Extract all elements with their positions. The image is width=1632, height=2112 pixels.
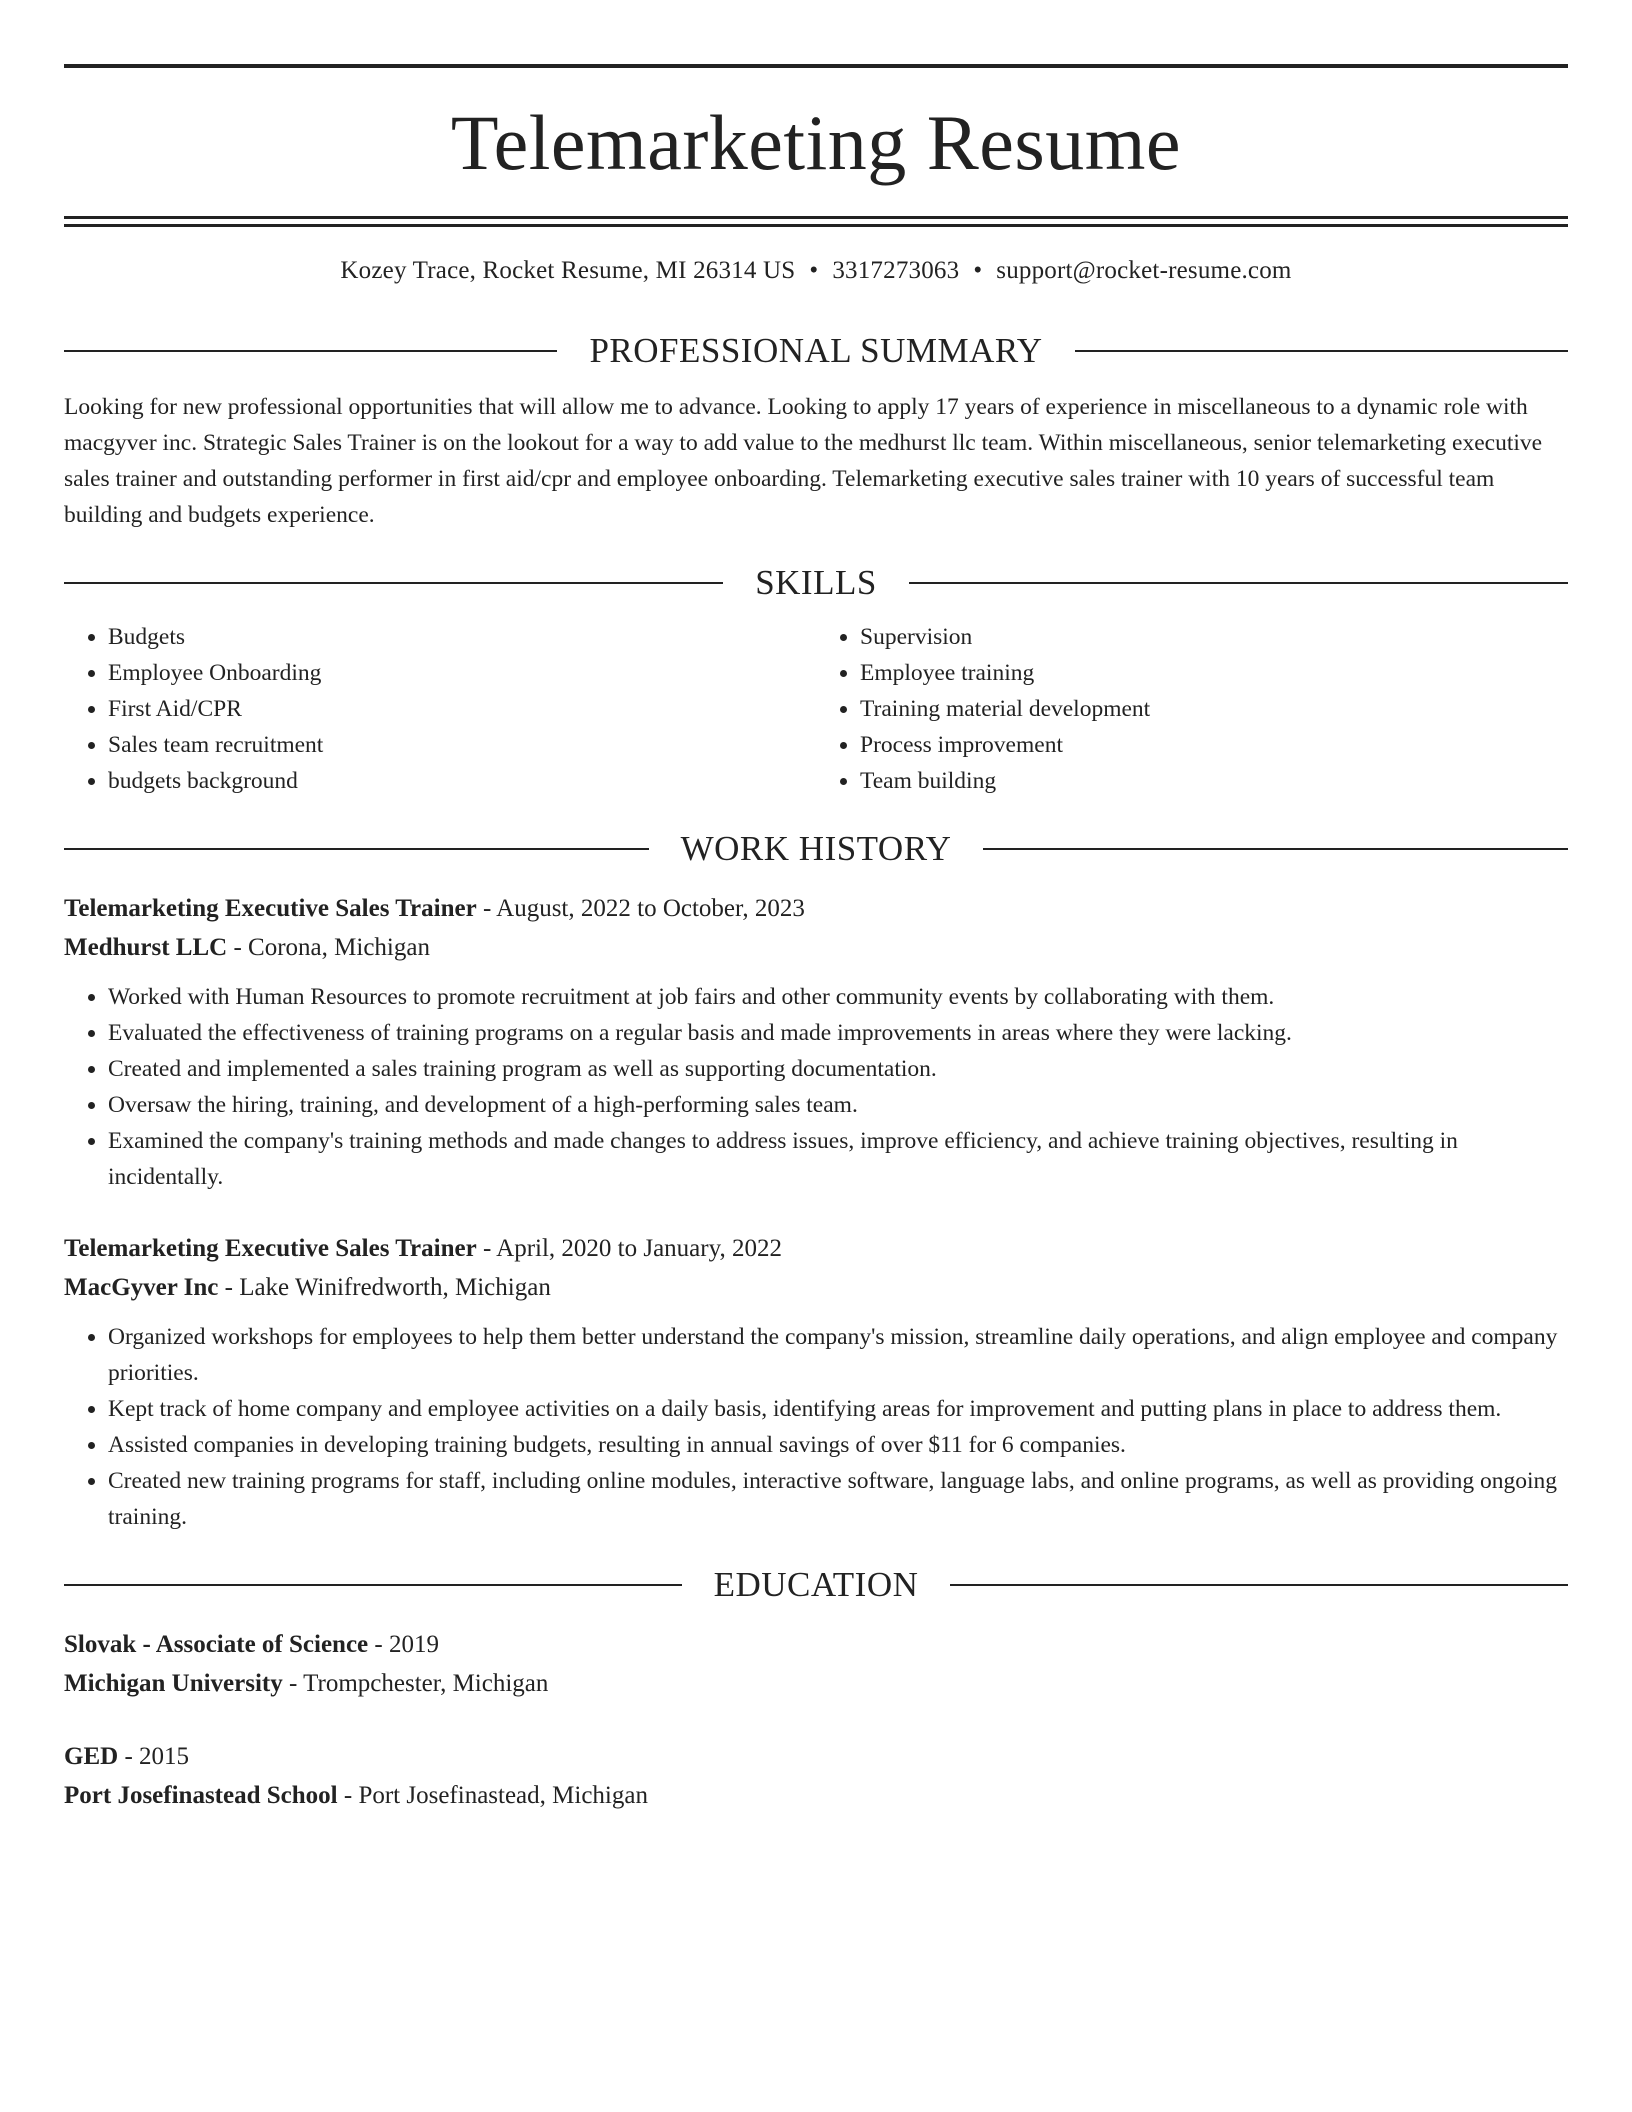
job-bullet: • Evaluated the effectiveness of training programs on a regular basis and made improvements in areas where they were lacking. [108,1015,1568,1051]
job-bullets [64,1319,1568,1535]
section-rule [983,848,1568,850]
section-header-education [64,1565,1568,1605]
dash: - [218,1274,240,1301]
section-rule [64,582,723,584]
education-location: Trompchester, Michigan [303,1670,549,1697]
job-dates: April, 2020 to January, 2022 [496,1235,782,1262]
education-school: Michigan University [64,1670,283,1697]
skills-column-right [816,619,1568,799]
skill-item: • Budgets [108,619,816,655]
skill-item: • budgets background [108,763,816,799]
dash: - [368,1631,389,1658]
top-rule [64,64,1568,68]
section-title: SKILLS [755,563,877,602]
contact-address: Kozey Trace, Rocket Resume, MI 26314 US [340,257,796,284]
section-title: PROFESSIONAL SUMMARY [589,331,1043,370]
job-bullet: • Assisted companies in developing training budgets, resulting in annual savings of over $11 for 6 companies. [108,1427,1568,1463]
section-title: WORK HISTORY [680,829,952,868]
skill-item: • Employee Onboarding [108,655,816,691]
job-company: Medhurst LLC [64,934,228,961]
dash: - [337,1782,359,1809]
contact-phone: 3317273063 [832,257,960,284]
job-bullet: • Kept track of home company and employee activities on a daily basis, identifying areas for improvement and putting plans in place to address them. [108,1391,1568,1427]
section-title: EDUCATION [713,1565,919,1604]
skill-item: • Supervision [860,619,1568,655]
section-header-skills [64,563,1568,603]
section-header-work [64,829,1568,869]
contact-line [64,257,1568,291]
job-bullet: • Created and implemented a sales training program as well as supporting documentation. [108,1051,1568,1087]
education-year: 2015 [139,1743,190,1770]
contact-separator: • [809,257,819,284]
education-entry [64,1625,1568,1703]
job-bullet: • Worked with Human Resources to promote recruitment at job fairs and other community events by collaborating with them. [108,979,1568,1015]
education-year: 2019 [388,1631,439,1658]
skill-item: • Training material development [860,691,1568,727]
job-entry [64,889,1568,1195]
education-degree: GED [64,1743,119,1770]
section-rule [950,1584,1568,1586]
section-rule [64,350,557,352]
job-bullet: • Oversaw the hiring, training, and development of a high-performing sales team. [108,1087,1568,1123]
section-rule [909,582,1568,584]
contact-email: support@rocket-resume.com [996,257,1292,284]
education-degree-line [64,1737,1568,1776]
skill-item: • First Aid/CPR [108,691,816,727]
dash: - [227,934,249,961]
section-rule [1075,350,1568,352]
education-school-line [64,1776,1568,1815]
skill-item: • Process improvement [860,727,1568,763]
dash: - [282,1670,304,1697]
job-bullet: • Created new training programs for staff, including online modules, interactive software, language labs, and online programs, as well as providing ongoing training. [108,1463,1568,1535]
contact-separator: • [973,257,983,284]
job-entry [64,1229,1568,1535]
education-degree: Slovak - Associate of Science [64,1631,369,1658]
job-company-line [64,928,1568,967]
dash: - [476,1235,497,1262]
summary-text: Looking for new professional opportunities that will allow me to advance. Looking to apply 17 years of experience in miscellaneous to a dynamic role with macgyver inc. Strategic Sales Trainer is on the lookout for a way to add value to the medhurst llc team. Within miscellaneous, senior telemarketing executive sales trainer and outstanding performer in first aid/cpr and employee onboarding. Telemarketing executive sales trainer with 10 years of successful team building and budgets experience. [64,394,1543,528]
education-location: Port Josefinastead, Michigan [358,1782,648,1809]
education-degree-line [64,1625,1568,1664]
job-title: Telemarketing Executive Sales Trainer [64,895,477,922]
section-rule [64,848,649,850]
job-location: Corona, Michigan [248,934,430,961]
skill-item: • Employee training [860,655,1568,691]
education-school: Port Josefinastead School [64,1782,338,1809]
job-bullet: • Organized workshops for employees to help them better understand the company's mission, streamline daily operations, and align employee and company priorities. [108,1319,1568,1391]
job-company: MacGyver Inc [64,1274,219,1301]
section-header-summary [64,331,1568,371]
resume-page [64,64,1568,1815]
title-double-rule [64,216,1568,219]
skills-list [64,619,1568,799]
skill-item: • Sales team recruitment [108,727,816,763]
education-school-line [64,1664,1568,1703]
job-bullets [64,979,1568,1195]
resume-title: Telemarketing Resume [450,99,1182,186]
job-dates: August, 2022 to October, 2023 [496,895,805,922]
skill-item: • Team building [860,763,1568,799]
job-title: Telemarketing Executive Sales Trainer [64,1235,477,1262]
education-entry [64,1737,1568,1815]
skills-column-left [64,619,816,799]
dash: - [476,895,497,922]
job-title-line [64,1229,1568,1268]
job-company-line [64,1268,1568,1307]
job-bullet: • Examined the company's training methods and made changes to address issues, improve efficiency, and achieve training objectives, resulting in incidentally. [108,1123,1568,1195]
job-title-line [64,889,1568,928]
job-location: Lake Winifredworth, Michigan [239,1274,551,1301]
dash: - [118,1743,140,1770]
section-rule [64,1584,682,1586]
